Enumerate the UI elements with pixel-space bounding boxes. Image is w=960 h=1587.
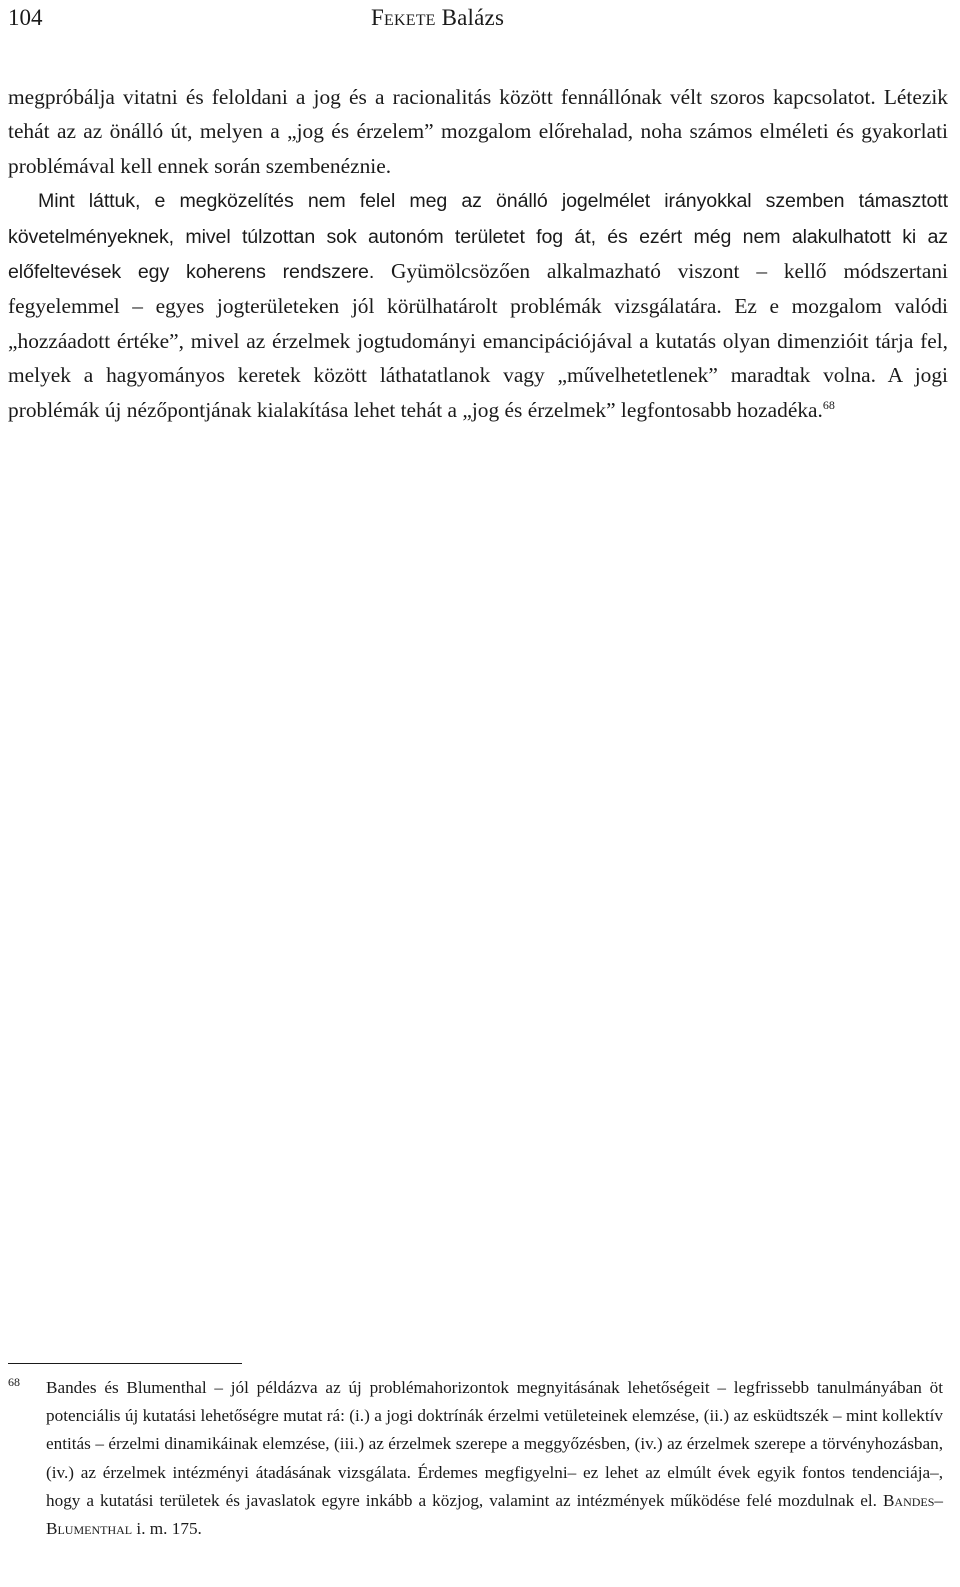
footnote-number: 68 <box>8 1375 20 1389</box>
paragraph-2-sans-segment: Mint láttuk, e megközelítés nem felel meg az önálló jogelmélet irányokkal szemben támasztott követelményeknek, mivel túlzottan sok autonóm területet fog át, és ezért még nem alakulhatott ki az előfeltevések egy koherens rendszere. <box>8 190 948 284</box>
footnote-divider <box>8 1363 242 1364</box>
footnote-text <box>46 1374 943 1543</box>
footnote-main-text: Bandes és Blumenthal – jól példázva az új problémahorizontok megnyitásának lehetőségeit – legfrissebb tanulmányában öt potenciális új kutatási lehetőségre mutat rá: (i.) a jogi doktrínák érzelmi vetületeinek elemzése, (ii.) az esküdtszék – mint kollektív entitás – érzelmi dinamikáinak elemzése, (iii.) az érzelmek szerepe a meggyőzésben, (iv.) az érzelmek szerepe a törvényhozásban, (iv.) az érzelmek intézményi átadásának vizsgálata. Érdemes megfigyelni– ez lehet az elmúlt évek egyik fontos tendenciája–, hogy a kutatási területek és javaslatok egyre inkább a közjog, valamint az intézmények működése felé mozdulnak el. <box>46 1378 943 1510</box>
running-head <box>8 2 946 38</box>
body-paragraph-1: megpróbálja vitatni és feloldani a jog és a racionalitás között fennállónak vélt szoros kapcsolatot. Létezik tehát az az önálló út, melyen a „jog és érzelem” mozgalom előrehalad, noha számos elméleti és gyakorlati problémával kell ennek során szembenéznie. <box>8 85 948 178</box>
author-surname: Fekete <box>371 5 436 30</box>
paragraph-2-serif-segment: Gyümölcsözően alkalmazható viszont – kellő módszertani fegyelemmel – egyes jogterületeken jól körülhatárolt problémák vizsgálatára. Ez e mozgalom valódi „hozzáadott értéke”, mivel az érzelmek jogtudományi emancipációjával a kutatás olyan dimenzióit tárja fel, melyek a hagyományos keretek között láthatatlanok vagy „művelhetetlenek” maradtak volna. A jogi problémák új nézőpontjának kialakítása lehet tehát a „jog és érzelmek” legfontosabb hozadéka. <box>8 259 948 422</box>
footnote <box>8 1374 943 1543</box>
footnote-citation-rest: i. m. 175. <box>136 1519 202 1539</box>
page-number: 104 <box>8 5 43 30</box>
running-head-author <box>371 2 504 34</box>
author-given-name: Balázs <box>441 5 505 30</box>
footnote-citation-authors: Bandes–Blumenthal <box>46 1490 943 1539</box>
body-paragraph-2 <box>8 183 948 427</box>
footnote-reference: 68 <box>822 397 835 412</box>
body-text <box>8 80 948 427</box>
